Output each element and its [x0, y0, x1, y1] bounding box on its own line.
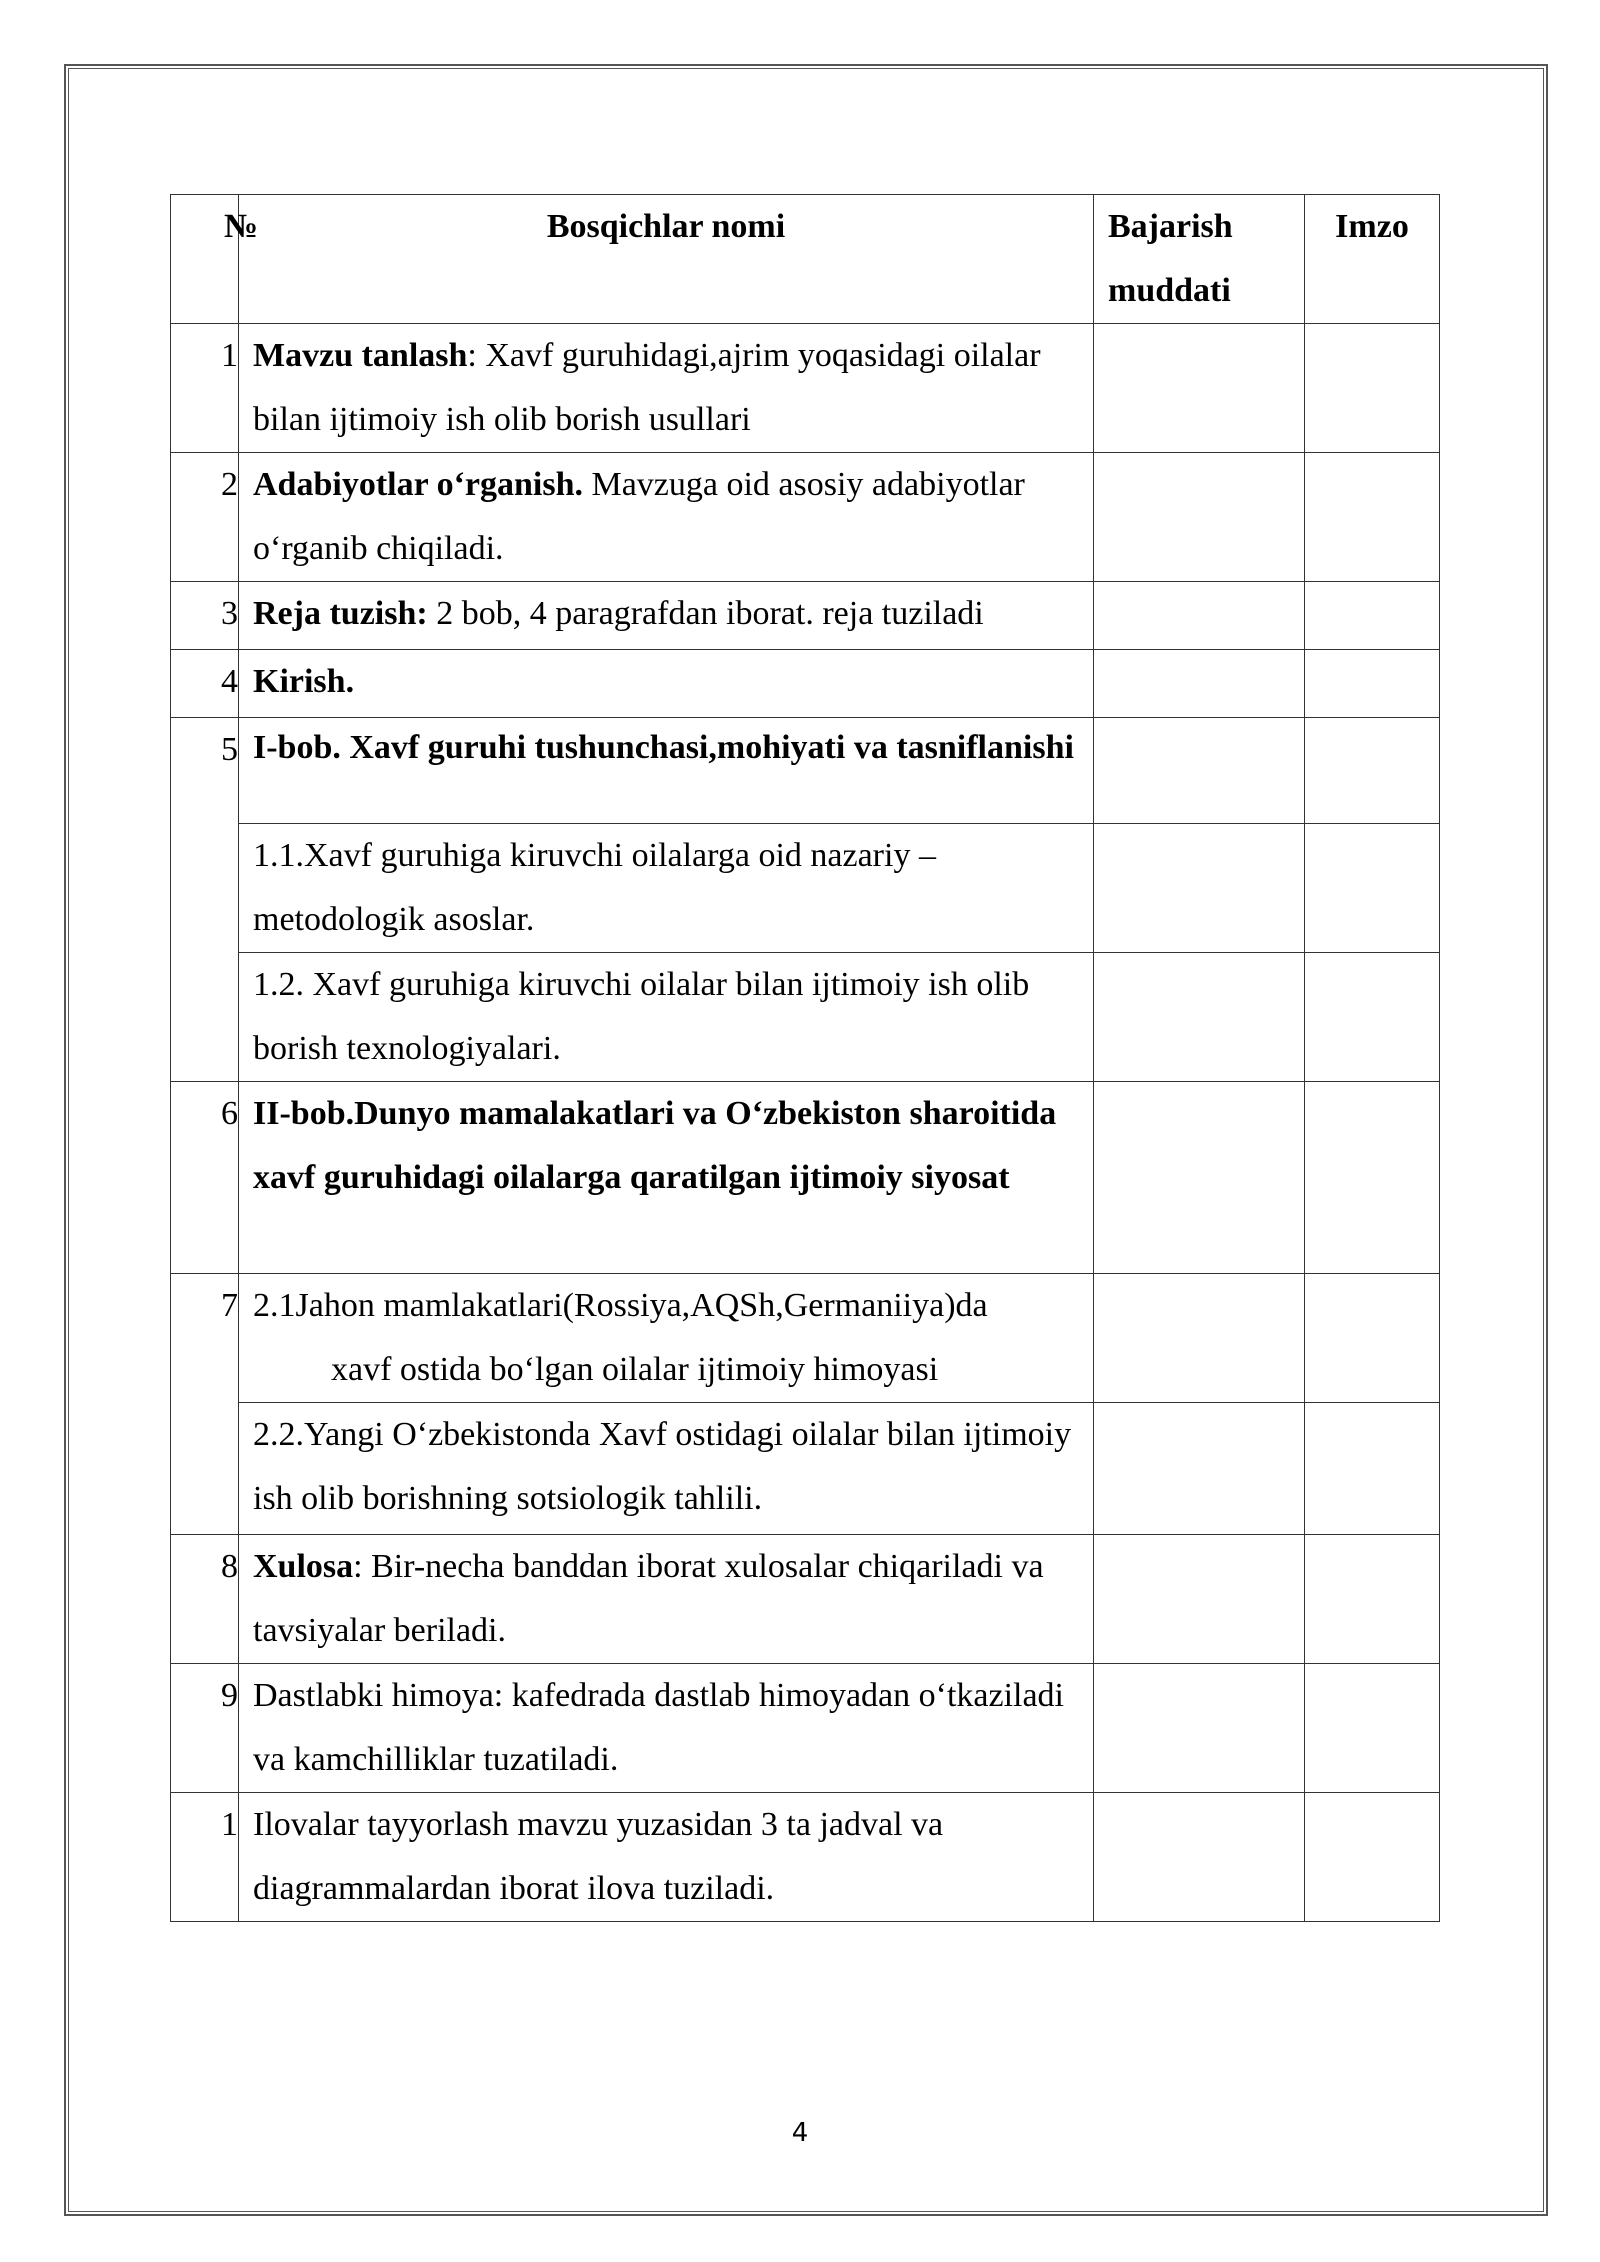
- signature-cell: [1305, 1274, 1440, 1403]
- deadline-cell: [1094, 1535, 1305, 1664]
- signature-cell: [1305, 1403, 1440, 1535]
- deadline-cell: [1094, 953, 1305, 1082]
- signature-cell: [1305, 324, 1440, 453]
- signature-cell: [1305, 650, 1440, 718]
- deadline-cell: [1094, 582, 1305, 650]
- deadline-cell: [1094, 718, 1305, 824]
- deadline-cell: [1094, 1664, 1305, 1793]
- row-number: 6: [171, 1082, 239, 1274]
- stage-cell: [239, 953, 1094, 1082]
- table-row: [171, 453, 1440, 582]
- row-number: 5: [171, 718, 239, 1082]
- table-row: [171, 1082, 1440, 1274]
- stage-cell: [239, 718, 1094, 824]
- header-number: №: [171, 195, 239, 324]
- stage-title: Kirish.: [253, 663, 355, 700]
- stage-cell: [239, 453, 1094, 582]
- stage-text: 2.1Jahon mamlakatlari(Rossiya,AQSh,Germaniiya)da: [253, 1287, 988, 1324]
- row-number: 7: [171, 1274, 239, 1535]
- stage-cell: [239, 1082, 1094, 1274]
- stage-cell: [239, 650, 1094, 718]
- signature-cell: [1305, 953, 1440, 1082]
- deadline-cell: [1094, 824, 1305, 953]
- table-row: [171, 324, 1440, 453]
- signature-cell: [1305, 1535, 1440, 1664]
- stage-text: 2.2.Yangi O‘zbekistonda Xavf ostidagi oilalar bilan ijtimoiy ish olib borishning sotsiologik tahlili.: [253, 1416, 1072, 1517]
- stage-title: Reja tuzish:: [253, 595, 428, 632]
- table-row: [171, 1793, 1440, 1922]
- row-number: 3: [171, 582, 239, 650]
- stage-text-continued: xavf ostida bo‘lgan oilalar ijtimoiy himoyasi: [331, 1351, 939, 1388]
- deadline-cell: [1094, 1793, 1305, 1922]
- header-signature: Imzo: [1305, 195, 1440, 324]
- signature-cell: [1305, 718, 1440, 824]
- deadline-cell: [1094, 650, 1305, 718]
- table-row: [171, 1274, 1440, 1403]
- table-row: [171, 582, 1440, 650]
- stage-text: Dastlabki himoya: kafedrada dastlab himoyadan o‘tkaziladi va kamchilliklar tuzatiladi.: [253, 1677, 1065, 1778]
- stage-text: 1.1.Xavf guruhiga kiruvchi oilalarga oid nazariy – metodologik asoslar.: [253, 837, 936, 938]
- row-number: 4: [171, 650, 239, 718]
- deadline-cell: [1094, 324, 1305, 453]
- stage-cell: [239, 1274, 1094, 1403]
- stage-cell: [239, 1403, 1094, 1535]
- stage-text: Mavzuga oid asosiy adabiyotlar o‘rganib chiqiladi.: [253, 466, 1025, 567]
- stage-cell: [239, 1793, 1094, 1922]
- table-row: [171, 718, 1440, 824]
- row-number: 1: [171, 324, 239, 453]
- table-row: [171, 953, 1440, 1082]
- table-row: [171, 1535, 1440, 1664]
- chapter-title: II-bob.Dunyo mamalakatlari va O‘zbekiston sharoitida xavf guruhidagi oilalarga qaratilgan ijtimoiy siyosat: [253, 1095, 1057, 1196]
- signature-cell: [1305, 1793, 1440, 1922]
- table-row: [171, 1403, 1440, 1535]
- table-row: [171, 650, 1440, 718]
- signature-cell: [1305, 1082, 1440, 1274]
- stage-title: Adabiyotlar o‘rganish.: [253, 466, 583, 503]
- stage-title: Mavzu tanlash: [253, 337, 468, 374]
- table-row: [171, 824, 1440, 953]
- header-deadline: Bajarish muddati: [1094, 195, 1305, 324]
- stage-text: 1.2. Xavf guruhiga kiruvchi oilalar bilan ijtimoiy ish olib borish texnologiyalari.: [253, 966, 1030, 1067]
- signature-cell: [1305, 453, 1440, 582]
- stage-title: Xulosa: [253, 1548, 354, 1585]
- table-header-row: [171, 195, 1440, 324]
- deadline-cell: [1094, 453, 1305, 582]
- header-stage-name: Bosqichlar nomi: [239, 195, 1094, 324]
- deadline-cell: [1094, 1274, 1305, 1403]
- signature-cell: [1305, 1664, 1440, 1793]
- stage-text: Ilovalar tayyorlash mavzu yuzasidan 3 ta jadval va diagrammalardan iborat ilova tuziladi.: [253, 1806, 944, 1907]
- chapter-title: I-bob. Xavf guruhi tushunchasi,mohiyati va tasniflanishi: [253, 729, 1074, 766]
- stage-cell: [239, 1535, 1094, 1664]
- work-plan-table: [170, 194, 1440, 1922]
- stage-text: : Bir-necha banddan iborat xulosalar chiqariladi va tavsiyalar beriladi.: [253, 1548, 1044, 1649]
- deadline-cell: [1094, 1082, 1305, 1274]
- stage-text: 2 bob, 4 paragrafdan iborat. reja tuziladi: [427, 595, 984, 632]
- signature-cell: [1305, 582, 1440, 650]
- signature-cell: [1305, 824, 1440, 953]
- stage-cell: [239, 324, 1094, 453]
- deadline-cell: [1094, 1403, 1305, 1535]
- stage-cell: [239, 582, 1094, 650]
- stage-cell: [239, 1664, 1094, 1793]
- row-number: 9: [171, 1664, 239, 1793]
- page-number: 4: [791, 2118, 809, 2148]
- row-number: 2: [171, 453, 239, 582]
- table-row: [171, 1664, 1440, 1793]
- stage-cell: [239, 824, 1094, 953]
- stage-text: : Xavf guruhidagi,ajrim yoqasidagi oilalar bilan ijtimoiy ish olib borish usullari: [253, 337, 1041, 438]
- row-number: 1: [171, 1793, 239, 1922]
- row-number: 8: [171, 1535, 239, 1664]
